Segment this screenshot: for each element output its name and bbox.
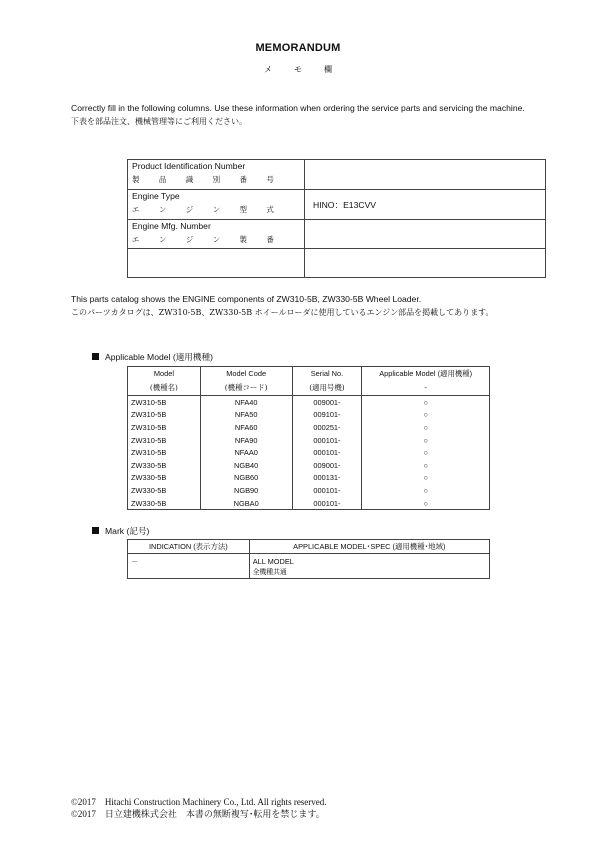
cell-spec bbox=[249, 554, 489, 579]
identification-table bbox=[127, 159, 546, 278]
cell-model: ZW330-5B bbox=[128, 497, 201, 510]
cell-code: NGBA0 bbox=[200, 497, 292, 510]
col-header-serial: Serial No. bbox=[292, 367, 362, 381]
applicable-model-table bbox=[127, 366, 490, 510]
id-label-en: Engine Mfg. Number bbox=[132, 221, 211, 231]
mark-header-row bbox=[128, 540, 490, 554]
intro-text-en: Correctly fill in the following columns. Use these information when ordering the service parts and servicing the machine. bbox=[71, 103, 525, 113]
applicable-model-heading bbox=[92, 351, 213, 363]
catalog-description bbox=[71, 293, 551, 319]
cell-model: ZW310-5B bbox=[128, 409, 201, 422]
catalog-text-jp: このパーツカタログは、ZW310-5B、ZW330-5B ホイールローダに使用しているエンジン部品を掲載してあります。 bbox=[71, 308, 494, 317]
cell-code: NFAA0 bbox=[200, 446, 292, 459]
table-row bbox=[128, 484, 490, 497]
cell-code: NGB90 bbox=[200, 484, 292, 497]
id-label-jp: 製 品 識 別 番 号 bbox=[132, 175, 283, 184]
cell-spec-jp: 全機種共通 bbox=[252, 568, 287, 576]
table-row bbox=[128, 434, 490, 447]
cell-serial: 009001- bbox=[292, 459, 362, 472]
square-bullet-icon bbox=[92, 353, 99, 360]
id-label-en: Engine Type bbox=[132, 191, 180, 201]
cell-code: NFA60 bbox=[200, 421, 292, 434]
circle-mark-icon: ○ bbox=[362, 446, 490, 459]
circle-mark-icon: ○ bbox=[362, 421, 490, 434]
cell-model: ZW310-5B bbox=[128, 421, 201, 434]
cell-code: NGB60 bbox=[200, 472, 292, 485]
id-value-engine-type[interactable]: HINO：E13CVV bbox=[305, 190, 546, 220]
table-row bbox=[128, 497, 490, 510]
table-row bbox=[128, 459, 490, 472]
cell-serial: 000101- bbox=[292, 434, 362, 447]
cell-serial: 000251- bbox=[292, 421, 362, 434]
page-title-jp: メモ欄 bbox=[264, 65, 354, 74]
copyright-jp: ©2017 日立建機株式会社 本書の無断複写･転用を禁じます。 bbox=[71, 809, 325, 819]
square-bullet-icon bbox=[92, 527, 99, 534]
id-label-en: Product Identification Number bbox=[132, 161, 246, 171]
table-row bbox=[128, 446, 490, 459]
col-header-serial-jp: (適用号機) bbox=[292, 380, 362, 396]
mark-heading bbox=[92, 525, 149, 537]
cell-code: NFA40 bbox=[200, 396, 292, 409]
id-value-engine-mfg[interactable] bbox=[305, 220, 546, 249]
id-label-cell bbox=[128, 220, 305, 249]
circle-mark-icon: ○ bbox=[362, 459, 490, 472]
cell-model: ZW310-5B bbox=[128, 434, 201, 447]
cell-serial: 000131- bbox=[292, 472, 362, 485]
id-label-jp: エ ン ジ ン 型 式 bbox=[132, 205, 283, 214]
table-row bbox=[128, 409, 490, 422]
cell-model: ZW330-5B bbox=[128, 459, 201, 472]
id-row-blank bbox=[128, 249, 546, 278]
circle-mark-icon: ○ bbox=[362, 484, 490, 497]
mark-table bbox=[127, 539, 490, 579]
cell-serial: 000101- bbox=[292, 497, 362, 510]
id-row-product bbox=[128, 160, 546, 190]
cell-serial: 000101- bbox=[292, 446, 362, 459]
col-header-model-jp: (機種名) bbox=[128, 380, 201, 396]
cell-model: ZW330-5B bbox=[128, 484, 201, 497]
circle-mark-icon: ○ bbox=[362, 472, 490, 485]
id-row-engine-mfg bbox=[128, 220, 546, 249]
cell-indication: － bbox=[128, 554, 250, 579]
copyright-footer bbox=[71, 796, 327, 820]
col-header-model-code-jp: (機種コード) bbox=[200, 380, 292, 396]
intro-text-jp: 下表を部品注文、機械管理等にご利用ください。 bbox=[71, 117, 247, 126]
table-row bbox=[128, 472, 490, 485]
id-value-blank[interactable] bbox=[305, 249, 546, 278]
circle-mark-icon: ○ bbox=[362, 434, 490, 447]
id-label-jp: エ ン ジ ン 製 番 bbox=[132, 235, 283, 244]
col-header-applicable-jp: - bbox=[362, 380, 490, 396]
id-value-product[interactable] bbox=[305, 160, 546, 190]
id-row-engine-type bbox=[128, 190, 546, 220]
id-label-cell bbox=[128, 160, 305, 190]
col-header-model-code: Model Code bbox=[200, 367, 292, 381]
cell-serial: 009101- bbox=[292, 409, 362, 422]
cell-code: NFA50 bbox=[200, 409, 292, 422]
copyright-en: ©2017 Hitachi Construction Machinery Co., Ltd. All rights reserved. bbox=[71, 797, 327, 807]
table-row bbox=[128, 396, 490, 409]
applicable-model-heading-text: Applicable Model (適用機種) bbox=[105, 352, 213, 362]
catalog-text-en: This parts catalog shows the ENGINE components of ZW310-5B, ZW330-5B Wheel Loader. bbox=[71, 294, 422, 304]
cell-spec-en: ALL MODEL bbox=[252, 557, 294, 566]
page-title: MEMORANDUM bbox=[255, 42, 341, 54]
table-header-row-jp bbox=[128, 380, 490, 396]
table-header-row bbox=[128, 367, 490, 381]
circle-mark-icon: ○ bbox=[362, 396, 490, 409]
table-row bbox=[128, 421, 490, 434]
mark-heading-text: Mark (記号) bbox=[105, 526, 150, 536]
cell-model: ZW310-5B bbox=[128, 446, 201, 459]
col-header-indication: INDICATION (表示方法) bbox=[128, 540, 250, 554]
cell-serial: 000101- bbox=[292, 484, 362, 497]
circle-mark-icon: ○ bbox=[362, 409, 490, 422]
circle-mark-icon: ○ bbox=[362, 497, 490, 510]
cell-model: ZW310-5B bbox=[128, 396, 201, 409]
mark-row bbox=[128, 554, 490, 579]
cell-code: NGB40 bbox=[200, 459, 292, 472]
cell-code: NFA90 bbox=[200, 434, 292, 447]
cell-model: ZW330-5B bbox=[128, 472, 201, 485]
col-header-model: Model bbox=[128, 367, 201, 381]
intro-text bbox=[71, 102, 541, 128]
id-label-cell bbox=[128, 249, 305, 278]
id-label-cell bbox=[128, 190, 305, 220]
col-header-applicable: Applicable Model (適用機種) bbox=[362, 367, 490, 381]
col-header-spec: APPLICABLE MODEL･SPEC (適用機種･地域) bbox=[249, 540, 489, 554]
cell-serial: 009001- bbox=[292, 396, 362, 409]
